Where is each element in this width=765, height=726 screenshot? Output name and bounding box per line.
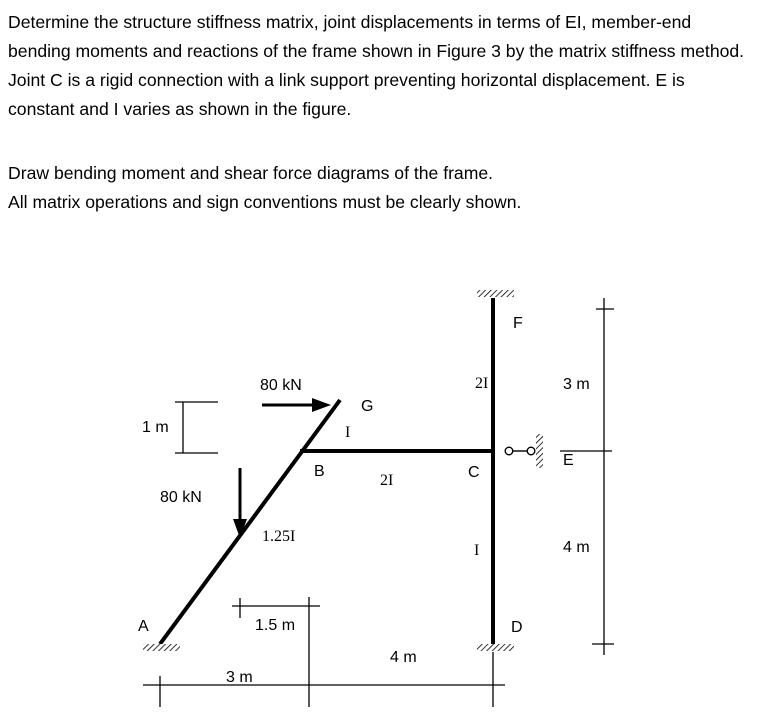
dimension-label-3m-height: 3 m [563, 376, 590, 393]
instruction-line-2: All matrix operations and sign conventions must be clearly shown. [8, 192, 522, 212]
inertia-label-incline-upper: I [345, 424, 351, 441]
dimension-label-4m-height: 4 m [563, 539, 590, 556]
problem-statement: Determine the structure stiffness matrix, joint displacements in terms of EI, member-end bending moments and reactions of the frame shown in Figure 3 by the matrix stiffness method. Joint C is a rigid connection with a link support preventing horizontal displacement. E is constant and I varies as shown in the figure. [8, 12, 745, 119]
joint-label-e: E [563, 452, 574, 469]
joint-label-c: C [468, 464, 480, 481]
dimension-1m [175, 402, 218, 453]
dimension-label-1-5m: 1.5 m [255, 617, 296, 634]
fixed-support-a [143, 644, 180, 651]
joint-label-a: A [138, 618, 149, 635]
inclined-member-a-g [160, 400, 340, 644]
dimension-label-4m-span: 4 m [390, 649, 417, 666]
joint-label-g: G [361, 398, 374, 415]
vertical-load-label: 80 kN [160, 489, 202, 506]
horizontal-load-label: 80 kN [260, 377, 302, 394]
link-support-c [505, 434, 543, 468]
dimension-label-3m-span: 3 m [226, 669, 253, 686]
inertia-label-beam: 2I [380, 472, 394, 489]
joint-label-f: F [513, 315, 523, 332]
joint-label-b: B [314, 463, 325, 480]
dimension-4m-height [592, 451, 614, 655]
inertia-label-column-lower: I [474, 542, 480, 559]
joint-label-d: D [511, 619, 523, 636]
instruction-line-1: Draw bending moment and shear force diagrams of the frame. [8, 163, 494, 183]
dimension-1-5m [232, 597, 320, 707]
inertia-label-incline-lower: 1.25I [262, 528, 296, 545]
horizontal-load-arrow [262, 398, 331, 412]
inertia-label-column-upper: 2I [475, 375, 489, 392]
dimension-label-1m: 1 m [142, 419, 169, 436]
dimension-bottom-line [143, 652, 505, 707]
fixed-support-f [477, 290, 514, 297]
fixed-support-d [477, 644, 514, 651]
dimension-3m-height [560, 298, 614, 451]
